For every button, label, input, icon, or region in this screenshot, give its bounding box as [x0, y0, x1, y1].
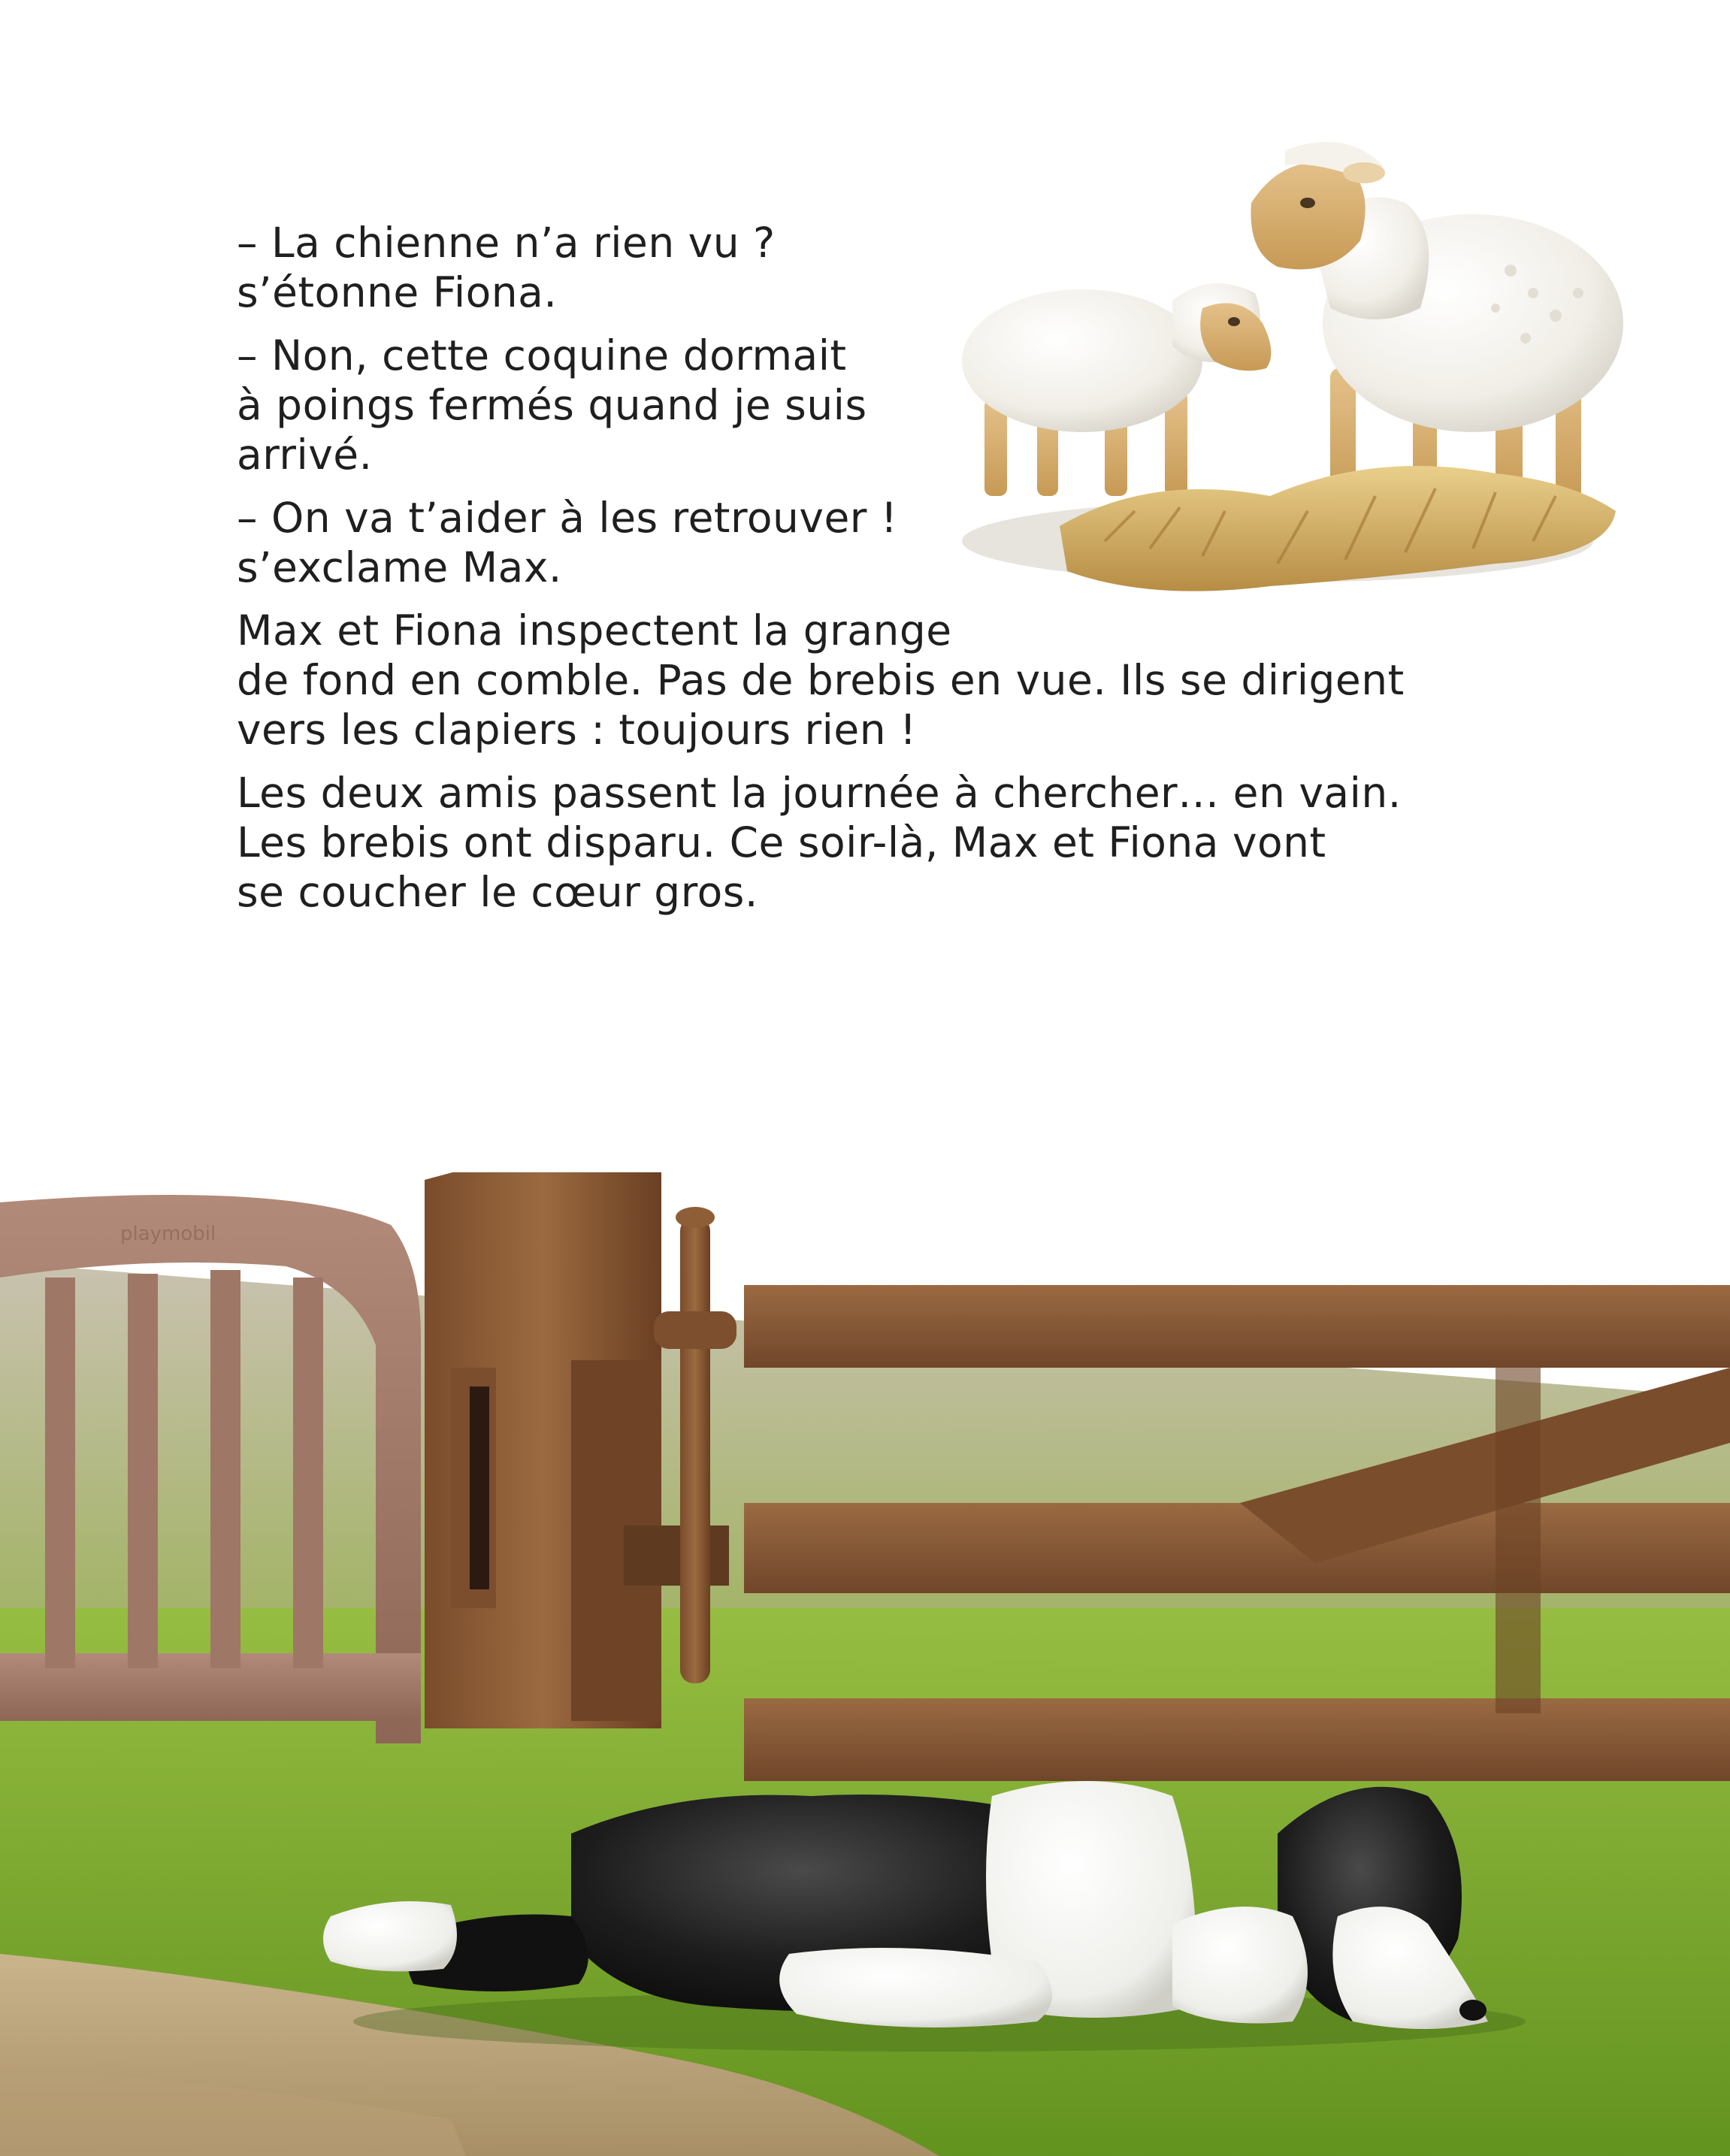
- text-line: – La chienne n’a rien vu ?: [237, 219, 776, 267]
- paragraph-5: [237, 768, 1559, 917]
- farm-scene: [0, 1172, 1730, 2156]
- lamb: [962, 283, 1271, 496]
- fence-rails: [744, 1285, 1730, 1781]
- hay-bale: [1060, 466, 1616, 591]
- text-line: arrivé.: [237, 431, 373, 479]
- sheep-illustration: [954, 120, 1646, 624]
- adult-sheep: [1251, 142, 1623, 503]
- text-line: se coucher le cœur gros.: [237, 868, 758, 916]
- paragraph-4: [237, 606, 1559, 754]
- text-line: s’exclame Max.: [237, 543, 562, 591]
- text-line: à poings fermés quand je suis: [237, 381, 867, 429]
- text-line: Les deux amis passent la journée à chercher… en vain.: [237, 769, 1402, 817]
- text-line: Les brebis ont disparu. Ce soir-là, Max et Fiona vont: [237, 818, 1326, 866]
- text-line: – Non, cette coquine dormait: [237, 331, 847, 379]
- fence-brand-logo: playmobil: [120, 1223, 216, 1245]
- text-line: vers les clapiers : toujours rien !: [237, 706, 917, 754]
- text-line: – On va t’aider à les retrouver !: [237, 494, 898, 542]
- text-line: de fond en comble. Pas de brebis en vue. Ils se dirigent: [237, 656, 1405, 704]
- text-line: s’étonne Fiona.: [237, 268, 558, 316]
- text-line: Max et Fiona inspectent la grange: [237, 606, 952, 655]
